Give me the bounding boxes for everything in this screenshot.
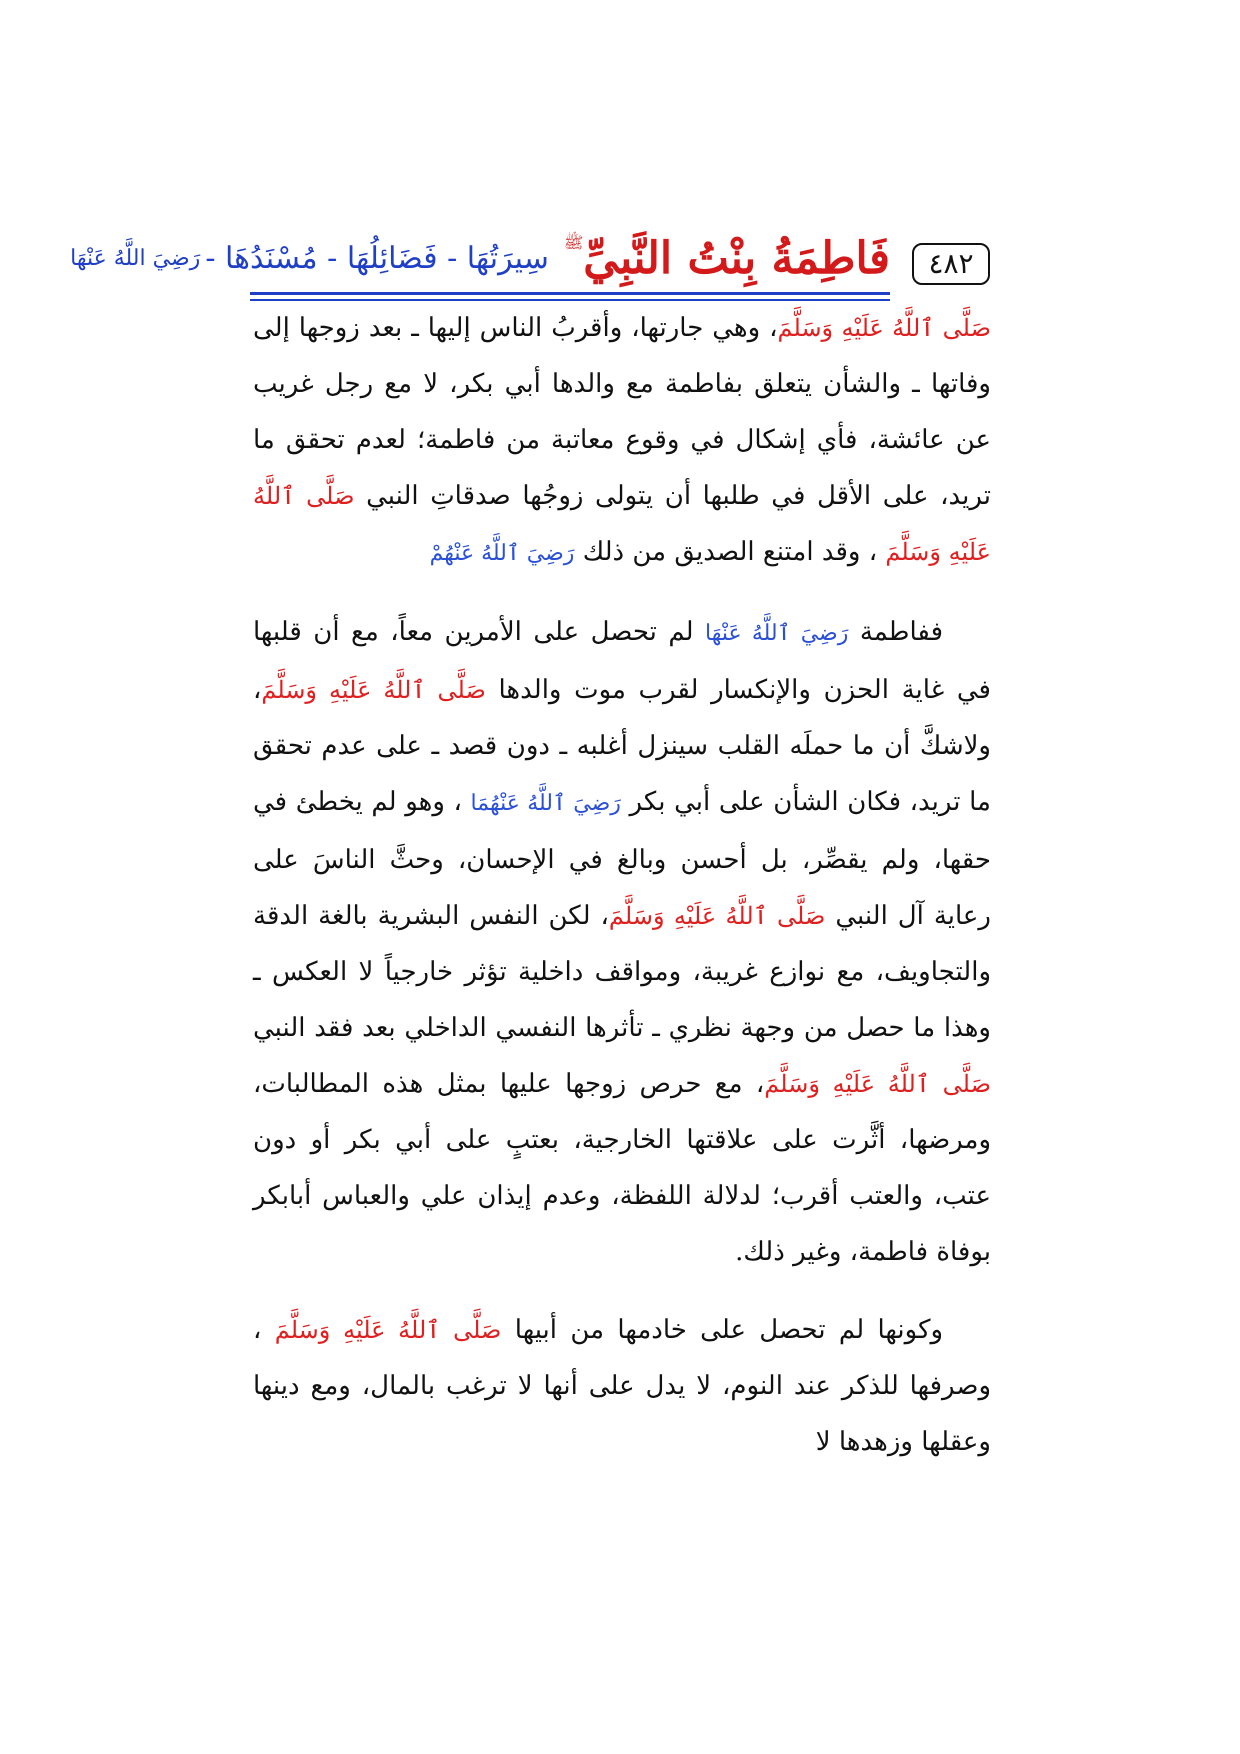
honorific-saw: صَلَّى ٱللَّهُ عَلَيْهِ وَسَلَّمَ xyxy=(777,314,991,342)
body-text xyxy=(253,300,992,1457)
header-rule xyxy=(250,292,890,295)
honorific-saw: صَلَّى ٱللَّهُ عَلَيْهِ وَسَلَّمَ xyxy=(764,1070,991,1098)
paragraph-2 xyxy=(253,604,991,1280)
paragraph-text: ، وهو لم يخطئ في حقها، ولم يقصِّر، بل أحسن وبالغ في الإحسان، وحثَّ الناسَ على رعاية آل النبي xyxy=(253,787,991,931)
paragraph-text: ، وصرفها للذكر عند النوم، لا يدل على أنها لا ترغب بالمال، ومع دينها وعقلها وزهدها لا xyxy=(253,1315,991,1457)
paragraph-gap xyxy=(253,582,991,604)
page-number: ٤٨٢ xyxy=(912,243,990,285)
honorific-rah-anhum: رَضِيَ ٱللَّهُ عَنْهُمْ xyxy=(429,541,575,566)
book-title: فَاطِمَةُ بِنْتُ النَّبِيِّ xyxy=(583,233,890,284)
subtitle-honorific: رَضِيَ اللَّهُ عَنْهَا xyxy=(70,246,201,271)
paragraph-3 xyxy=(253,1302,991,1470)
honorific-saw: صَلَّى ٱللَّهُ عَلَيْهِ وَسَلَّمَ xyxy=(608,902,826,930)
paragraph-text: ، وهي جارتها، وأقربُ الناس إليها ـ بعد زوجها إلى وفاتها ـ والشأن يتعلق بفاطمة مع والدها أبي بكر، لا مع رجل غريب عن عائشة، فأي إشكال في وقوع معاتبة من فاطمة؛ لعدم تحقق ما تريد، على الأقل في طلبها أن يتولى زوجُها صدقاتِ النبي xyxy=(253,313,992,511)
book-title-honorific: ﷺ xyxy=(563,233,584,252)
paragraph-text: وكونها لم تحصل على خادمها من أبيها xyxy=(514,1315,943,1345)
honorific-rah-anhuma: رَضِيَ ٱللَّهُ عَنْهُمَا xyxy=(470,791,621,816)
running-title xyxy=(70,233,890,285)
paragraph-text: ، ولاشكَّ أن ما حملَه القلب سينزل أغلبه ـ دون قصد ـ على عدم تحقق ما تريد، فكان الشأن على أبي بكر xyxy=(253,675,991,817)
paragraph-text: ، مع حرص زوجها عليها بمثل هذه المطالبات، ومرضها، أثَّرت على علاقتها الخارجية، بعتبٍ على أبي بكر أو دون عتب، والعتب أقرب؛ لدلالة اللفظة، وعدم إيذان علي والعباس أبابكر بوفاة فاطمة، وغير ذلك. xyxy=(253,1069,991,1267)
book-subtitle: سِيرَتُهَا - فَضَائِلُهَا - مُسْنَدُهَا - xyxy=(205,241,549,276)
honorific-saw: صَلَّى ٱللَّهُ عَلَيْهِ وَسَلَّمَ xyxy=(253,482,991,566)
paragraph-text: ، وقد امتنع الصديق من ذلك xyxy=(582,537,878,567)
paragraph-text: ففاطمة xyxy=(859,617,943,647)
page-header xyxy=(70,205,990,285)
paragraph-text: ، لكن النفس البشرية بالغة الدقة والتجاويف، مع نوازع غريبة، ومواقف داخلية تؤثر خارجياً لا العكس ـ وهذا ما حصل من وجهة نظري ـ تأثرها النفسي الداخلي بعد فقد النبي xyxy=(253,901,991,1043)
paragraph-gap xyxy=(253,1280,991,1302)
honorific-saw: صَلَّى ٱللَّهُ عَلَيْهِ وَسَلَّمَ xyxy=(274,1316,502,1344)
honorific-rah-anha: رَضِيَ ٱللَّهُ عَنْهَا xyxy=(705,621,849,646)
paragraph-1 xyxy=(253,300,991,582)
paragraph-text: لم تحصل على الأمرين معاً، مع أن قلبها في غاية الحزن والإنكسار لقرب موت والدها xyxy=(253,617,991,705)
honorific-saw: صَلَّى ٱللَّهُ عَلَيْهِ وَسَلَّمَ xyxy=(261,676,486,704)
